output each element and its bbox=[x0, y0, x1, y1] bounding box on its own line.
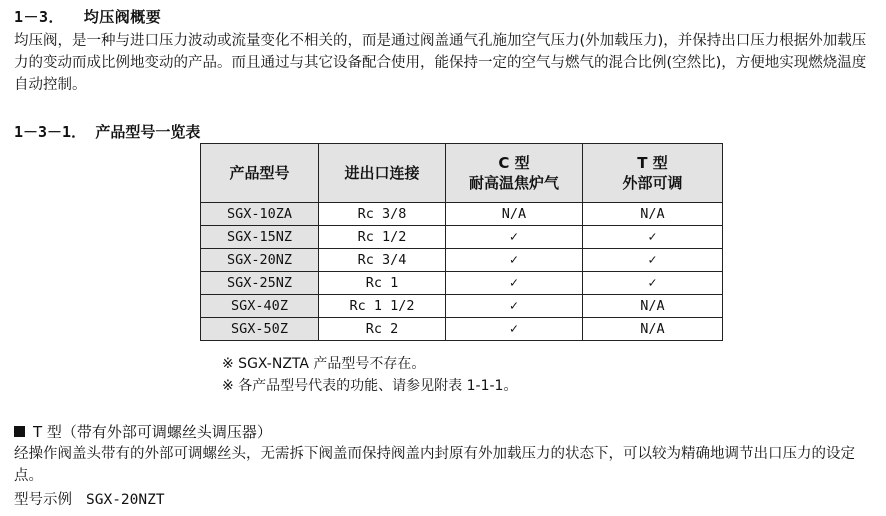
cell-model: SGX-10ZA bbox=[201, 203, 319, 226]
table-header-row bbox=[201, 144, 723, 203]
cell-model: SGX-15NZ bbox=[201, 226, 319, 249]
table-row bbox=[201, 249, 723, 272]
table-row bbox=[201, 226, 723, 249]
cell-c-type: ✓ bbox=[446, 226, 583, 249]
header-connection: 进出口连接 bbox=[319, 144, 446, 203]
model-table bbox=[200, 143, 723, 341]
cell-connection: Rc 2 bbox=[319, 318, 446, 341]
cell-t-type: ✓ bbox=[583, 249, 723, 272]
cell-t-type: N/A bbox=[583, 203, 723, 226]
cell-c-type: ✓ bbox=[446, 249, 583, 272]
cell-t-type: N/A bbox=[583, 295, 723, 318]
header-c-type: C 型 耐高温焦炉气 bbox=[446, 144, 583, 203]
cell-connection: Rc 1/2 bbox=[319, 226, 446, 249]
intro-paragraph: 均压阀，是一种与进口压力波动或流量变化不相关的，而是通过阀盖通气孔施加空气压力(外加载压力)，并保持出口压力根据外加载压力的变动而成比例地变动的产品。而且通过与其它设备配合使用，能保持一定的空气与燃气的混合比例(空然比)，方便地实现燃烧温度自动控制。 bbox=[14, 33, 867, 93]
table-row bbox=[201, 272, 723, 295]
model-example bbox=[14, 488, 165, 509]
square-bullet-icon bbox=[14, 426, 25, 437]
section-title: 均压阀概要 bbox=[83, 8, 162, 26]
subsection-number: 1－3－1． bbox=[14, 123, 87, 141]
cell-t-type: N/A bbox=[583, 318, 723, 341]
example-label: 型号示例 bbox=[14, 492, 72, 508]
subsection-heading bbox=[14, 121, 200, 142]
table-row bbox=[201, 295, 723, 318]
section-heading bbox=[14, 6, 161, 27]
cell-t-type: ✓ bbox=[583, 272, 723, 295]
cell-connection: Rc 1 1/2 bbox=[319, 295, 446, 318]
header-model: 产品型号 bbox=[201, 144, 319, 203]
cell-c-type: ✓ bbox=[446, 295, 583, 318]
cell-c-type: ✓ bbox=[446, 272, 583, 295]
header-t-type: T 型 外部可调 bbox=[583, 144, 723, 203]
example-value: SGX-20NZT bbox=[86, 492, 165, 508]
cell-model: SGX-50Z bbox=[201, 318, 319, 341]
section-number: 1－3． bbox=[14, 8, 65, 26]
table-note: ※ 各产品型号代表的功能、请参见附表 1-1-1。 bbox=[222, 378, 518, 394]
cell-connection: Rc 3/4 bbox=[319, 249, 446, 272]
cell-connection: Rc 3/8 bbox=[319, 203, 446, 226]
cell-model: SGX-40Z bbox=[201, 295, 319, 318]
t-type-paragraph: 经操作阀盖头带有的外部可调螺丝头，无需拆下阀盖而保持阀盖内封原有外加载压力的状态下，可以较为精确地调节出口压力的设定点。 bbox=[14, 446, 855, 484]
table-row bbox=[201, 318, 723, 341]
t-type-title: T 型（带有外部可调螺丝头调压器） bbox=[33, 423, 272, 441]
cell-model: SGX-25NZ bbox=[201, 272, 319, 295]
subsection-title: 产品型号一览表 bbox=[95, 123, 201, 141]
cell-model: SGX-20NZ bbox=[201, 249, 319, 272]
cell-connection: Rc 1 bbox=[319, 272, 446, 295]
table-note: ※ SGX-NZTA 产品型号不存在。 bbox=[222, 356, 426, 372]
table-row bbox=[201, 203, 723, 226]
cell-t-type: ✓ bbox=[583, 226, 723, 249]
cell-c-type: ✓ bbox=[446, 318, 583, 341]
t-type-heading bbox=[14, 421, 272, 442]
cell-c-type: N/A bbox=[446, 203, 583, 226]
